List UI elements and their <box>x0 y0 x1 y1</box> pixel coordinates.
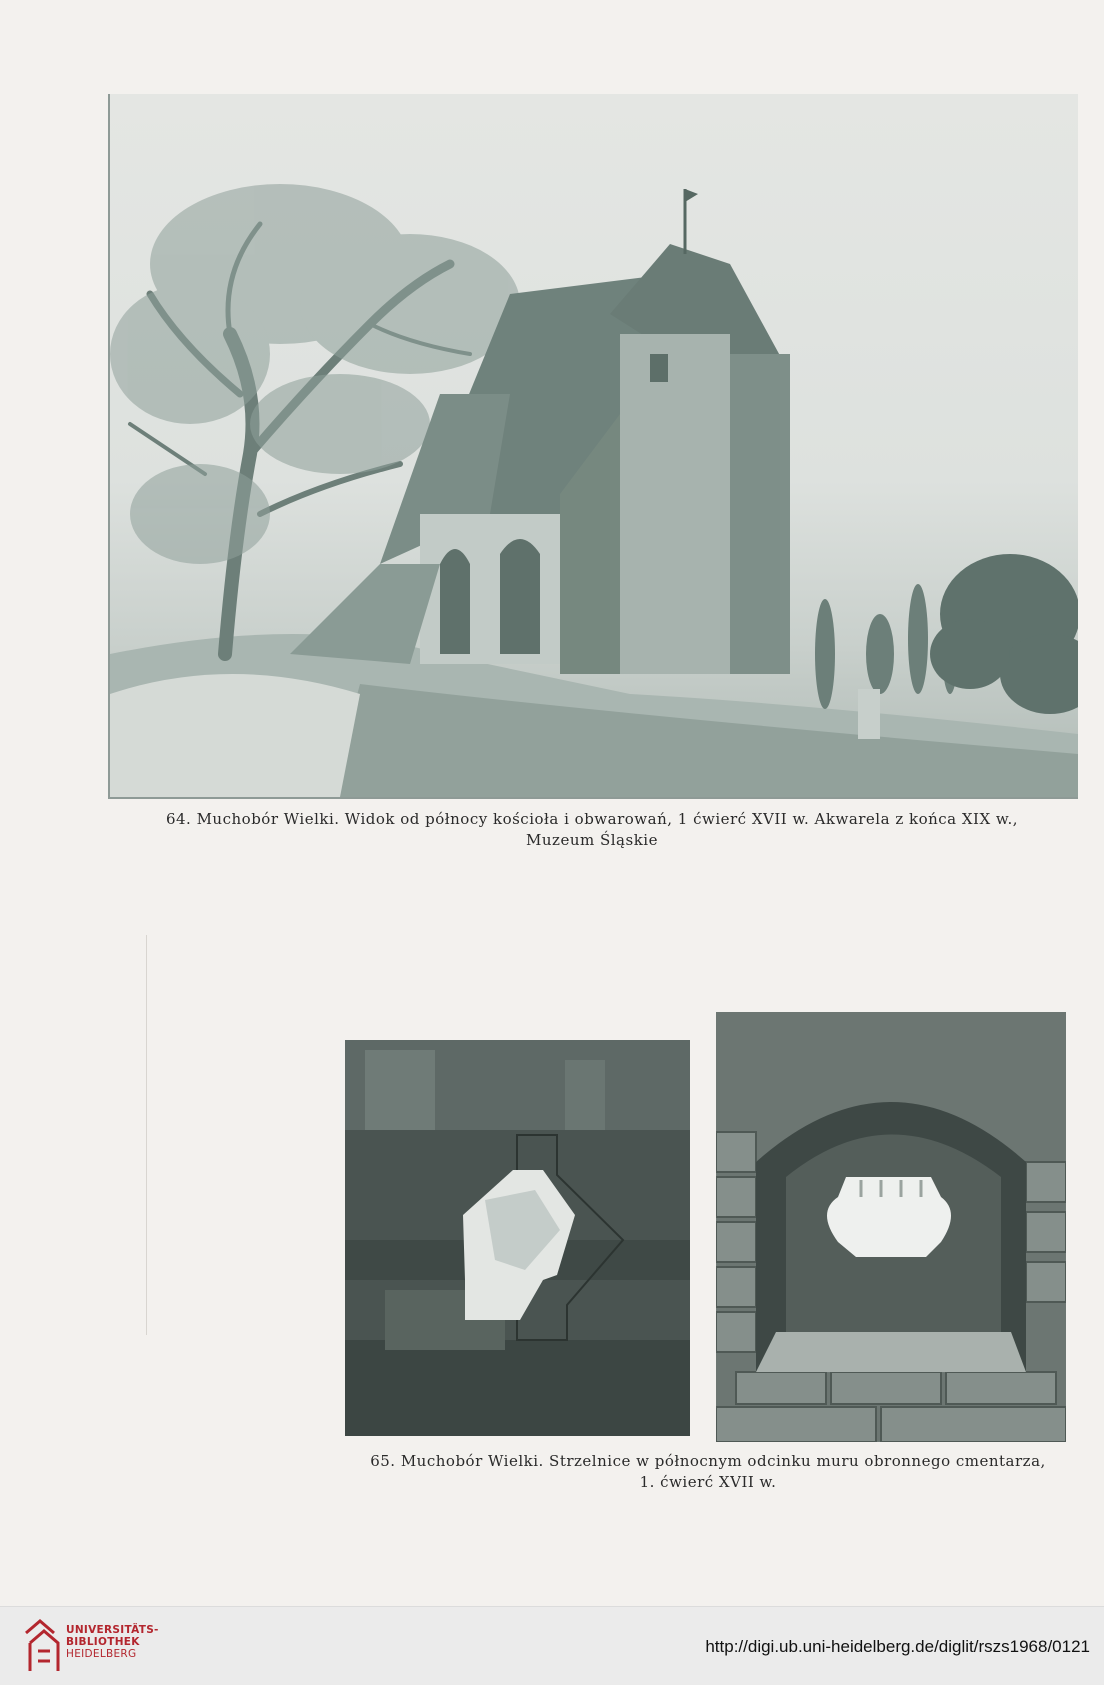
logo-line2: BIBLIOTHEK <box>66 1636 140 1648</box>
footer-bar <box>0 1606 1104 1685</box>
figure-65-caption-line2: 1. ćwierć XVII w. <box>639 1473 777 1491</box>
library-logo-text <box>66 1624 159 1660</box>
figure-64-caption <box>108 809 1076 851</box>
library-logo-icon <box>22 1617 62 1675</box>
margin-rule <box>146 935 147 1335</box>
logo-line1: UNIVERSITÄTS- <box>66 1624 159 1636</box>
figure-65-loophole-photo-left <box>345 1040 690 1436</box>
figure-65-caption-line1: 65. Muchobór Wielki. Strzelnice w północnym odcinku muru obronnego cmentarza, <box>370 1452 1046 1470</box>
figure-64-caption-line2: Muzeum Śląskie <box>526 831 658 849</box>
figure-65-caption <box>340 1451 1076 1493</box>
figure-64-caption-line1: 64. Muchobór Wielki. Widok od północy kościoła i obwarowań, 1 ćwierć XVII w. Akwarela z końca XIX w., <box>165 810 1019 828</box>
page-url-link[interactable]: http://digi.ub.uni-heidelberg.de/diglit/rszs1968/0121 <box>705 1637 1090 1656</box>
figure-64-church-watercolour <box>108 94 1078 799</box>
figure-65-loophole-photo-right <box>716 1012 1066 1442</box>
logo-line3: HEIDELBERG <box>66 1648 137 1660</box>
